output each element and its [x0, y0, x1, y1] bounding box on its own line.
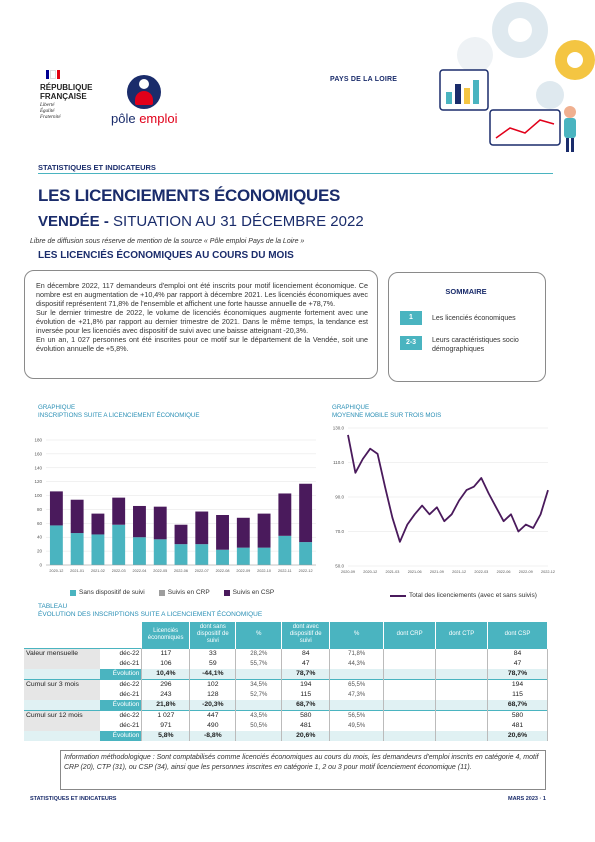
bar-segment	[112, 525, 125, 565]
table-cell: 78,7%	[282, 669, 330, 680]
bar-chart-title: INSCRIPTIONS SUITE A LICENCIEMENT ÉCONOMIQUE	[38, 411, 200, 419]
row-group-label: Cumul sur 3 mois	[24, 679, 100, 690]
table-cell: 21,8%	[142, 700, 190, 711]
table-cell: 580	[488, 710, 548, 721]
header-illustration	[380, 0, 595, 155]
method-note: Information méthodologique : Sont comptabilisés comme licenciés économiques au cours du mois, les demandeurs d'emploi inscrits en catégorie 4, motif CRP (20), CTP (31), ou CSP (34), ainsi que les personnes inscrites en catégorie 1, 2 ou 3 pour motif licenciement économique (11).	[64, 754, 539, 771]
row-group-label: Valeur mensuelle	[24, 648, 100, 659]
footer-right: MARS 2023 · 1	[508, 796, 546, 802]
footer-left: STATISTIQUES ET INDICATEURS	[30, 796, 117, 802]
x-tick-label: 2022-05	[153, 569, 168, 573]
pole-emploi-icon	[127, 75, 161, 109]
bar-segment	[71, 500, 84, 533]
bar-segment	[237, 548, 250, 565]
row-group-label	[24, 659, 100, 669]
republique-line-1: RÉPUBLIQUE	[40, 83, 93, 92]
y-tick-label: 180	[34, 437, 42, 443]
table-cell	[436, 721, 488, 731]
table-row	[24, 679, 548, 690]
table-cell	[436, 679, 488, 690]
pole-emploi-logo	[105, 75, 185, 135]
line-chart-title: MOYENNE MOBILE SUR TROIS MOIS	[332, 411, 442, 419]
x-tick-label: 2022-10	[257, 569, 272, 573]
table-cell: 106	[142, 659, 190, 669]
row-sub-label: Évolution	[100, 669, 142, 680]
table-cell: -20,3%	[190, 700, 236, 711]
row-group-label	[24, 700, 100, 711]
y-tick-label: 160	[34, 451, 42, 457]
legend-label: Total des licenciements (avec et sans suivis)	[409, 592, 537, 599]
bar-chart	[24, 430, 324, 580]
table-cell: 55,7%	[236, 659, 282, 669]
data-table	[24, 622, 548, 741]
table-cell: -8,8%	[190, 731, 236, 741]
table-cell: 50,5%	[236, 721, 282, 731]
table-cell: 490	[190, 721, 236, 731]
category-label: STATISTIQUES ET INDICATEURS	[38, 163, 156, 172]
table-cell	[384, 700, 436, 711]
col-header: dont CRP	[384, 622, 436, 648]
table-cell: 117	[142, 648, 190, 659]
intro-paragraph-1: En décembre 2022, 117 demandeurs d'emploi ont été inscrits pour motif licenciement économique. Ce nombre est en augmentation de +10,4% par rapport à décembre 2021. Les licenciés économiques avec dispositif représentent 71,8% de l'ensemble et affichent une forte hausse annuelle de +78,7%.	[36, 281, 368, 308]
line-chart-header	[332, 404, 441, 419]
table-cell: 65,5%	[330, 679, 384, 690]
table-cell: 194	[282, 679, 330, 690]
table-cell	[384, 659, 436, 669]
legend-item-total	[390, 592, 537, 599]
motto-fraternite: Fraternité	[40, 115, 61, 120]
row-sub-label: déc-21	[100, 690, 142, 700]
table-row	[24, 648, 548, 659]
legend-item-csp	[224, 589, 275, 596]
legend-label: Suivis en CSP	[232, 589, 275, 596]
legend-item-sans	[70, 589, 145, 596]
x-tick-label: 2022-07	[194, 569, 209, 573]
x-tick-label: 2022-04	[132, 569, 147, 573]
sommaire-item-1[interactable]	[400, 311, 516, 325]
x-tick-label: 2022-12	[541, 570, 555, 574]
table-cell: 447	[190, 710, 236, 721]
x-tick-label: 2022-09	[518, 570, 533, 574]
intro-paragraph-2: Sur le dernier trimestre de 2022, le volume de licenciés économiques augmente fortement avec une évolution de +21,8% par rapport au dernier trimestre de 2021. Dans le même temps, la tendance est inversée pour les licenciés avec dispositif de suivi avec une baisse atteignant -20,3%.	[36, 308, 368, 335]
x-tick-label: 2021-01	[70, 569, 85, 573]
table-cell: 28,2%	[236, 648, 282, 659]
table-cell	[384, 731, 436, 741]
bar-segment	[216, 515, 229, 550]
table-cell	[436, 669, 488, 680]
y-tick-label: 20	[36, 548, 42, 554]
legend-label: Suivis en CRP	[167, 589, 210, 596]
table-cell: 33	[190, 648, 236, 659]
y-tick-label: 120	[34, 479, 42, 485]
table-row	[24, 659, 548, 669]
table-title: ÉVOLUTION DES INSCRIPTIONS SUITE A LICENCIEMENT ÉCONOMIQUE	[38, 611, 263, 618]
table-cell: 71,8%	[330, 648, 384, 659]
legend-swatch	[70, 590, 76, 596]
row-sub-label: Évolution	[100, 700, 142, 711]
bar-chart-legend	[70, 589, 274, 596]
bar-segment	[278, 493, 291, 535]
table-cell	[236, 669, 282, 680]
bar-segment	[50, 491, 63, 525]
row-sub-label: déc-21	[100, 659, 142, 669]
bar-segment	[299, 484, 312, 542]
category-divider	[38, 173, 553, 174]
line-chart	[330, 420, 555, 580]
table-cell: 34,5%	[236, 679, 282, 690]
table-cell: 296	[142, 679, 190, 690]
table-cell	[384, 710, 436, 721]
col-header: dont CSP	[488, 622, 548, 648]
legend-swatch	[159, 590, 165, 596]
row-group-label: Cumul sur 12 mois	[24, 710, 100, 721]
sommaire-item-label: Les licenciés économiques	[432, 314, 516, 322]
bar-segment	[299, 542, 312, 565]
page-title: LES LICENCIEMENTS ÉCONOMIQUES	[38, 186, 341, 205]
bar-segment	[112, 498, 125, 525]
y-tick-label: 140	[34, 465, 42, 471]
row-sub-label: déc-21	[100, 721, 142, 731]
bar-chart-kicker: GRAPHIQUE	[38, 404, 76, 411]
row-group-label	[24, 669, 100, 680]
table-cell: 43,5%	[236, 710, 282, 721]
col-header: %	[236, 622, 282, 648]
republique-francaise-logo	[40, 70, 100, 121]
diffusion-note: Libre de diffusion sous réserve de mention de la source « Pôle emploi Pays de la Loire »	[30, 238, 305, 245]
line-chart-legend	[390, 592, 537, 599]
table-row	[24, 690, 548, 700]
section-title: LES LICENCIÉS ÉCONOMIQUES AU COURS DU MOIS	[38, 250, 294, 261]
table-cell: 56,5%	[330, 710, 384, 721]
y-tick-label: 60	[36, 520, 42, 526]
table-cell	[436, 659, 488, 669]
series-line	[348, 435, 548, 542]
x-tick-label: 2022-03	[474, 570, 489, 574]
table-cell	[236, 731, 282, 741]
table-cell	[384, 679, 436, 690]
sommaire-item-label: Leurs caractéristiques socio démographiques	[432, 337, 519, 353]
table-cell: -44,1%	[190, 669, 236, 680]
legend-label: Sans dispositif de suivi	[79, 589, 145, 596]
col-header: Licenciés économiques	[142, 622, 190, 648]
pole-emploi-word-1: pôle	[111, 111, 136, 126]
y-tick-label: 70.0	[335, 529, 344, 534]
x-tick-label: 2022-12	[298, 569, 313, 573]
x-tick-label: 2020-09	[341, 570, 355, 574]
empty-cell	[24, 622, 100, 648]
table-cell: 47,3%	[330, 690, 384, 700]
table-header	[38, 603, 262, 619]
bar-segment	[91, 534, 104, 565]
dept-label: VENDÉE -	[38, 213, 109, 230]
x-tick-label: 2021-06	[407, 570, 422, 574]
region-label: PAYS DE LA LOIRE	[330, 76, 398, 83]
row-sub-label: déc-22	[100, 710, 142, 721]
pole-emploi-word-2: emploi	[139, 111, 178, 126]
table-cell: 84	[282, 648, 330, 659]
page-subtitle	[38, 213, 364, 230]
bar-segment	[258, 548, 271, 565]
table-cell: 115	[488, 690, 548, 700]
bar-segment	[278, 536, 291, 565]
table-cell	[384, 669, 436, 680]
flag-icon	[46, 70, 60, 79]
row-group-label	[24, 731, 100, 741]
row-sub-label: Évolution	[100, 731, 142, 741]
x-tick-label: 2022-11	[278, 569, 292, 573]
table-cell: 5,8%	[142, 731, 190, 741]
bar-segment	[154, 539, 167, 565]
motto-egalite: Égalité	[40, 109, 55, 114]
bar-segment	[133, 506, 146, 537]
table-cell: 115	[282, 690, 330, 700]
table-cell	[330, 669, 384, 680]
bar-segment	[175, 525, 188, 544]
table-cell: 10,4%	[142, 669, 190, 680]
bar-segment	[71, 533, 84, 565]
x-tick-label: 2022-06	[174, 569, 188, 573]
table-cell: 20,6%	[282, 731, 330, 741]
row-group-label	[24, 721, 100, 731]
table-cell	[236, 700, 282, 711]
y-tick-label: 100	[34, 493, 42, 499]
bar-segment	[175, 544, 188, 565]
row-group-label	[24, 690, 100, 700]
row-sub-label: déc-22	[100, 679, 142, 690]
x-tick-label: 2021-03	[385, 570, 400, 574]
legend-swatch	[224, 590, 230, 596]
table-kicker: TABLEAU	[38, 603, 68, 610]
table-cell: 971	[142, 721, 190, 731]
bar-segment	[154, 507, 167, 540]
table-cell: 49,5%	[330, 721, 384, 731]
row-sub-label: déc-22	[100, 648, 142, 659]
x-tick-label: 2022-08	[215, 569, 230, 573]
bar-segment	[258, 514, 271, 548]
table-cell	[436, 690, 488, 700]
table-cell	[384, 648, 436, 659]
table-cell	[384, 690, 436, 700]
y-tick-label: 0	[39, 562, 42, 568]
table-cell: 84	[488, 648, 548, 659]
y-tick-label: 110.0	[333, 460, 344, 465]
x-tick-label: 2022-06	[496, 570, 511, 574]
table-cell: 102	[190, 679, 236, 690]
x-tick-label: 2022-03	[111, 569, 126, 573]
bar-chart-header	[38, 404, 199, 419]
table-cell	[436, 710, 488, 721]
x-tick-label: 2020-12	[363, 570, 378, 574]
table-row	[24, 700, 548, 711]
situation-label: SITUATION AU 31 DÉCEMBRE 2022	[113, 213, 364, 230]
bar-segment	[91, 514, 104, 535]
table-cell: 68,7%	[488, 700, 548, 711]
bar-segment	[216, 550, 229, 565]
table-row	[24, 669, 548, 680]
y-tick-label: 40	[36, 534, 42, 540]
y-tick-label: 80	[36, 506, 42, 512]
y-tick-label: 90.0	[335, 494, 344, 500]
table-row	[24, 721, 548, 731]
bar-segment	[237, 518, 250, 548]
table-cell: 580	[282, 710, 330, 721]
table-cell: 481	[488, 721, 548, 731]
table-cell: 481	[282, 721, 330, 731]
table-row	[24, 710, 548, 721]
table-cell: 59	[190, 659, 236, 669]
table-cell: 20,6%	[488, 731, 548, 741]
table-cell: 47	[282, 659, 330, 669]
bar-segment	[133, 537, 146, 565]
line-chart-kicker: GRAPHIQUE	[332, 404, 370, 411]
table-cell	[436, 700, 488, 711]
col-header: dont CTP	[436, 622, 488, 648]
col-header: dont sans dispositif de suivi	[190, 622, 236, 648]
table-cell	[330, 731, 384, 741]
sommaire-item-number: 1	[400, 311, 422, 325]
table-cell: 68,7%	[282, 700, 330, 711]
intro-text	[36, 281, 368, 353]
table-cell: 128	[190, 690, 236, 700]
legend-swatch	[390, 595, 406, 597]
bar-segment	[50, 525, 63, 565]
motto-liberte: Liberté	[40, 103, 55, 108]
table-cell: 44,3%	[330, 659, 384, 669]
bar-segment	[195, 512, 208, 545]
table-cell	[436, 648, 488, 659]
table-cell: 194	[488, 679, 548, 690]
x-tick-label: 2022-09	[236, 569, 251, 573]
republique-line-2: FRANÇAISE	[40, 92, 87, 101]
table-cell	[436, 731, 488, 741]
sommaire-title: SOMMAIRE	[445, 287, 487, 296]
col-header: %	[330, 622, 384, 648]
table-cell	[384, 721, 436, 731]
x-tick-label: 2021-09	[429, 570, 444, 574]
table-cell: 78,7%	[488, 669, 548, 680]
table-cell	[330, 700, 384, 711]
x-tick-label: 2021-12	[452, 570, 467, 574]
table-cell: 1 027	[142, 710, 190, 721]
bar-segment	[195, 544, 208, 565]
intro-paragraph-3: En un an, 1 027 personnes ont été inscrites pour ce motif sur le département de la Vendée, soit une évolution annuelle de +5,8%.	[36, 335, 368, 353]
table-cell: 52,7%	[236, 690, 282, 700]
legend-item-crp	[159, 589, 210, 596]
y-tick-label: 130.0	[332, 425, 344, 431]
table-header-row	[24, 622, 548, 648]
sommaire-item-number: 2-3	[400, 336, 422, 350]
y-tick-label: 50.0	[335, 563, 344, 569]
table-cell: 243	[142, 690, 190, 700]
x-tick-label: 2020-12	[49, 569, 64, 573]
table-row	[24, 731, 548, 741]
empty-cell	[100, 622, 142, 648]
table-cell: 47	[488, 659, 548, 669]
x-tick-label: 2021-02	[90, 569, 105, 573]
col-header: dont avec dispositif de suivi	[282, 622, 330, 648]
sommaire-item-2[interactable]	[400, 336, 532, 354]
